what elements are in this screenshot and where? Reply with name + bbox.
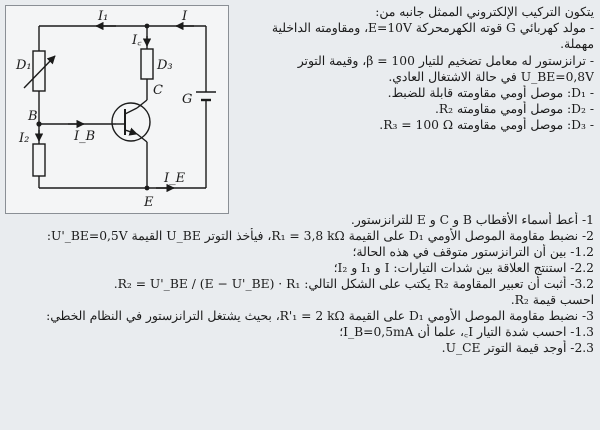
label-ic: I꜀ <box>132 33 142 48</box>
intro-line: مهملة. <box>560 37 594 52</box>
question-line: 2.2- استنتج العلاقة بين شدات التيارات: I و I₁ و I₂؛ <box>333 261 594 275</box>
label-g: G <box>182 92 193 107</box>
question-line: 3.2- أثبت أن تعبير المقاومة R₂ يكتب على الشكل التالي: R₂ = U'_BE / (E − U'_BE) · R₁. <box>113 277 594 291</box>
label-d1: D₁ <box>16 58 32 73</box>
circuit-diagram <box>5 5 229 214</box>
node-bottom-dot <box>145 186 150 191</box>
transistor-symbol <box>112 103 150 141</box>
intro-line: U_BE=0,8V في حالة الاشتغال العادي. <box>388 69 594 84</box>
intro-line: - مولد كهربائي G قوته الكهرمحركة E=10V، ومقاومته الداخلية <box>271 21 594 36</box>
question-line: 1- أعط أسماء الأقطاب B و C و E للترانزستور. <box>350 213 594 227</box>
resistor-d2 <box>33 144 45 176</box>
label-i1: I₁ <box>98 9 109 24</box>
node-top-dot <box>145 24 150 29</box>
label-ib: I_B <box>74 129 96 144</box>
resistor-d3 <box>141 49 153 79</box>
question-line: 1.3- احسب شدة التيار I꜀، علما أن I_B=0,5mA؛ <box>339 325 594 339</box>
label-c: C <box>153 83 163 98</box>
intro-line: - ترانزستور له معامل تضخيم للتيار β = 100، وقيمة التوتر <box>297 53 594 68</box>
question-line: 1.2- بين أن الترانزستور متوقف في هذه الحالة؛ <box>352 245 594 259</box>
resistor-d1 <box>33 51 45 91</box>
intro-line: يتكون التركيب الإلكتروني الممثل جانبه من: <box>375 5 594 19</box>
question-line: 2.3- أوجد قيمة التوتر U_CE. <box>441 341 594 355</box>
label-d3: D₃ <box>157 58 173 73</box>
label-i: I <box>182 9 188 24</box>
intro-line: - D₁: موصل أومي مقاومته قابلة للضبط. <box>387 86 594 101</box>
label-i2: I₂ <box>19 131 30 146</box>
label-ie: I_E <box>164 171 186 186</box>
intro-line: - D₂: موصل أومي مقاومته R₂. <box>434 102 594 117</box>
question-line: 2- نضبط مقاومة الموصل الأومي D₁ على القيمة R₁ = 3,8 kΩ، فيأخذ التوتر U_BE القيمة U'_BE=0,5V: <box>46 229 594 243</box>
circuit-schematic <box>6 6 228 213</box>
question-line: 3- نضبط مقاومة الموصل الأومي D₁ على القيمة R'₁ = 2 kΩ، بحيث يشتغل الترانزستور في النظام الخطي: <box>46 309 594 323</box>
questions-text <box>8 212 594 356</box>
label-e: E <box>144 195 154 210</box>
intro-text <box>222 4 594 134</box>
question-line: احسب قيمة R₂. <box>510 293 594 307</box>
label-b: B <box>28 109 38 124</box>
intro-line: - D₃: موصل أومي مقاومته R₃ = 100 Ω. <box>379 118 594 133</box>
